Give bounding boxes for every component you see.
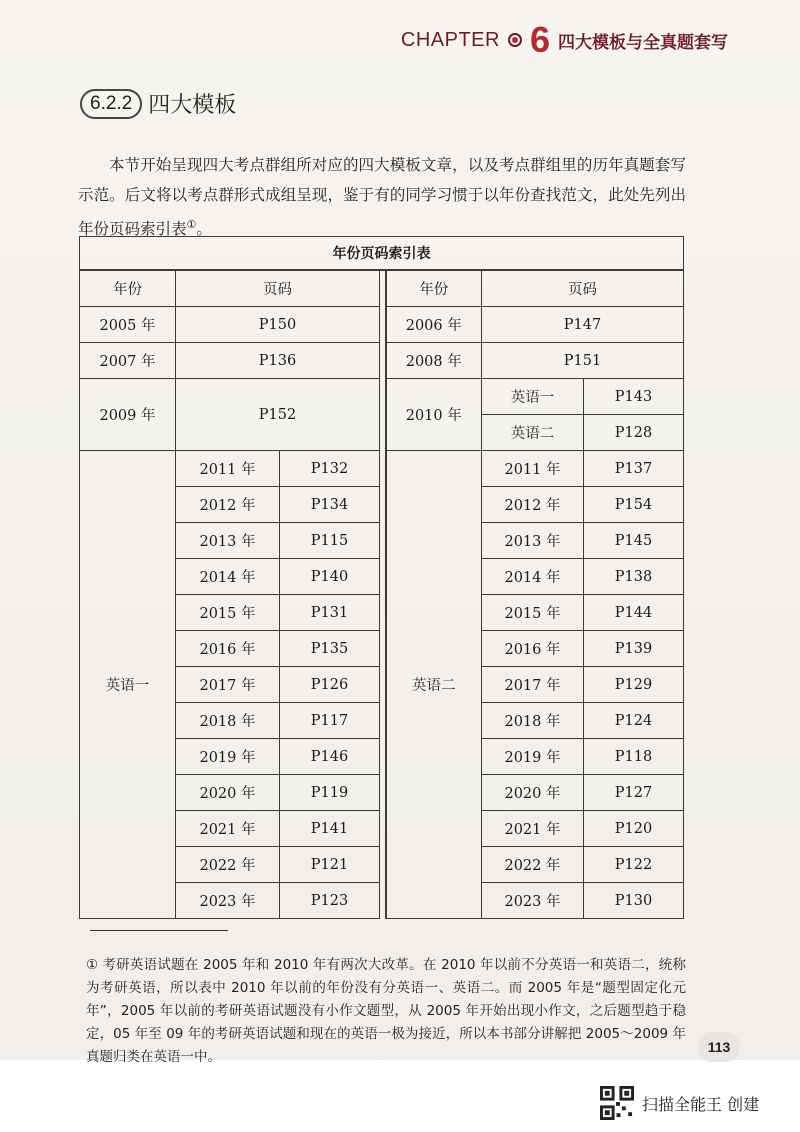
page-cell: P139: [584, 631, 684, 667]
page-cell: P150: [176, 307, 380, 343]
sub-label-english1: 英语一: [482, 379, 584, 415]
page-cell: P127: [584, 775, 684, 811]
header-year-left: 年份: [80, 270, 176, 307]
footnote-mark: ①: [86, 956, 99, 973]
header-page-right: 页码: [482, 270, 684, 307]
footnote-divider: [90, 930, 228, 931]
page-cell: P143: [584, 379, 684, 415]
scanner-label: 扫描全能王 创建: [642, 1094, 760, 1114]
year-cell: 2015 年: [176, 595, 280, 631]
year-cell-2009: 2009 年: [80, 379, 176, 451]
intro-paragraph: [78, 150, 686, 244]
year-cell: 2011 年: [482, 451, 584, 487]
footnote: [86, 954, 686, 1069]
page-cell: P122: [584, 847, 684, 883]
page-cell: P145: [584, 523, 684, 559]
year-cell: 2017 年: [482, 667, 584, 703]
page-cell: P134: [280, 487, 380, 523]
year-cell: 2011 年: [176, 451, 280, 487]
page-cell: P147: [482, 307, 684, 343]
section-title: 四大模板: [148, 93, 237, 118]
page-cell: P115: [280, 523, 380, 559]
year-cell: 2008 年: [386, 343, 482, 379]
page-cell: P151: [482, 343, 684, 379]
year-cell: 2005 年: [80, 307, 176, 343]
year-cell-2010: 2010 年: [386, 379, 482, 451]
year-cell: 2020 年: [482, 775, 584, 811]
chapter-title: 四大模板与全真题套写: [558, 32, 728, 53]
year-cell: 2012 年: [482, 487, 584, 523]
page-cell: P141: [280, 811, 380, 847]
year-cell: 2012 年: [176, 487, 280, 523]
year-cell: 2014 年: [176, 559, 280, 595]
scanner-watermark: [600, 1086, 759, 1120]
group-label-english1: 英语一: [80, 451, 176, 919]
page-cell: P138: [584, 559, 684, 595]
year-cell: 2023 年: [176, 883, 280, 919]
page-cell: P144: [584, 595, 684, 631]
year-cell: 2019 年: [482, 739, 584, 775]
section-number: 6.2.2: [80, 89, 142, 119]
table-title: 年份页码索引表: [80, 237, 684, 271]
split-rows: [80, 451, 684, 919]
page-cell-2009: P152: [176, 379, 380, 451]
page-cell: P136: [176, 343, 380, 379]
year-cell: 2015 年: [482, 595, 584, 631]
page-cell: P119: [280, 775, 380, 811]
page-cell: P128: [584, 415, 684, 451]
footnote-reference: ①: [186, 217, 197, 231]
year-cell: 2017 年: [176, 667, 280, 703]
year-cell: 2021 年: [482, 811, 584, 847]
chapter-word: CHAPTER: [400, 28, 500, 51]
year-cell: 2006 年: [386, 307, 482, 343]
page-cell: P129: [584, 667, 684, 703]
footnote-text: 考研英语试题在 2005 年和 2010 年有两次大改革。在 2010 年以前不分英语一和英语二，统称为考研英语，所以表中 2010 年以前的年份没有分英语一、英语二。而 2005 年是“题型固定化元年”，2005 年以前的考研英语试题没有小作文题型，从 2005 年开始出现小作文，之后题型趋于稳定，05 年至 09 年的考研英语试题和现在的英语一极为接近，所以本书部分讲解把 2005～2009 年真题归类在英语一中。: [86, 956, 686, 1065]
page-cell: P130: [584, 883, 684, 919]
chapter-dot-icon: [508, 33, 522, 47]
page-cell: P140: [280, 559, 380, 595]
year-cell: 2014 年: [482, 559, 584, 595]
year-cell: 2016 年: [176, 631, 280, 667]
year-cell: 2018 年: [176, 703, 280, 739]
sub-label-english2: 英语二: [482, 415, 584, 451]
chapter-header: [400, 19, 728, 60]
intro-end: 。: [196, 219, 212, 238]
year-cell: 2020 年: [176, 775, 280, 811]
page-cell: P126: [280, 667, 380, 703]
year-cell: 2019 年: [176, 739, 280, 775]
year-cell: 2013 年: [482, 523, 584, 559]
group-label-english2: 英语二: [386, 451, 482, 919]
year-cell: 2021 年: [176, 811, 280, 847]
page-cell: P121: [280, 847, 380, 883]
page-cell: P117: [280, 703, 380, 739]
page-cell: P120: [584, 811, 684, 847]
page-cell: P137: [584, 451, 684, 487]
intro-text: 本节开始呈现四大考点群组所对应的四大模板文章，以及考点群组里的历年真题套写示范。后文将以考点群形式成组呈现，鉴于有的同学习惯于以年份查找范文，此处先列出年份页码索引表: [78, 155, 686, 238]
page-cell: P154: [584, 487, 684, 523]
page-cell: P118: [584, 739, 684, 775]
page-cell: P146: [280, 739, 380, 775]
table-row: [80, 307, 684, 343]
qr-code-icon: [600, 1086, 634, 1120]
page-cell: P123: [280, 883, 380, 919]
year-cell: 2007 年: [80, 343, 176, 379]
year-cell: 2022 年: [176, 847, 280, 883]
chapter-number: 6: [529, 19, 550, 60]
year-cell: 2022 年: [482, 847, 584, 883]
year-page-index-table: [79, 236, 684, 919]
year-cell: 2018 年: [482, 703, 584, 739]
year-cell: 2023 年: [482, 883, 584, 919]
header-page-left: 页码: [176, 270, 380, 307]
header-year-right: 年份: [386, 270, 482, 307]
table-row: [80, 451, 684, 487]
year-cell: 2016 年: [482, 631, 584, 667]
page-cell: P132: [280, 451, 380, 487]
section-heading: [80, 88, 236, 119]
page-cell: P135: [280, 631, 380, 667]
page-number: 113: [698, 1032, 740, 1062]
page-cell: P124: [584, 703, 684, 739]
page-cell: P131: [280, 595, 380, 631]
table-row: [80, 379, 684, 415]
table-row: [80, 343, 684, 379]
year-cell: 2013 年: [176, 523, 280, 559]
